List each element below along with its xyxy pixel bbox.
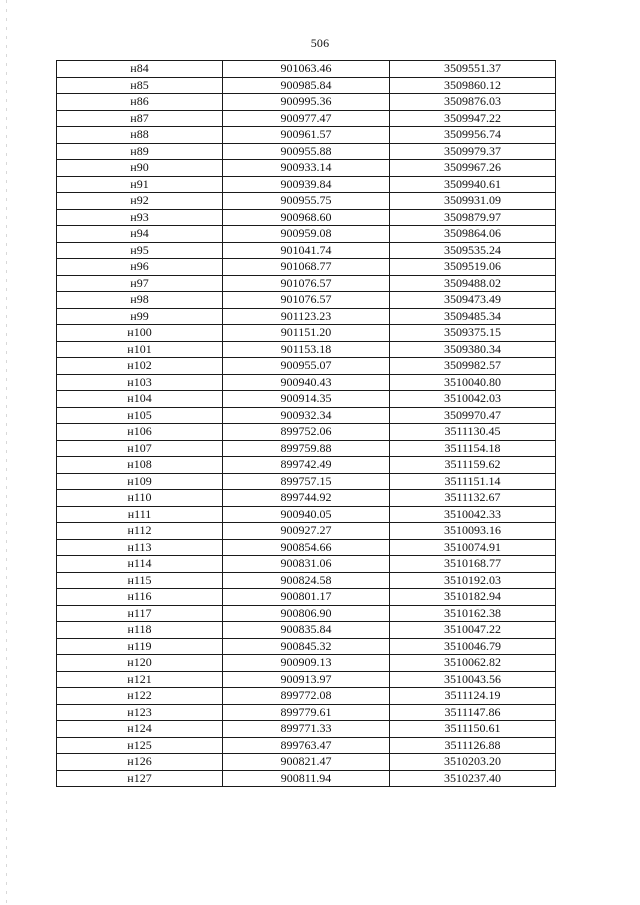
x-coordinate-cell: 900909.13 <box>223 655 390 672</box>
point-name-cell: н107 <box>57 440 223 457</box>
y-coordinate-cell: 3511147.86 <box>390 704 556 721</box>
x-coordinate-cell: 900831.06 <box>223 556 390 573</box>
x-coordinate-cell: 900811.94 <box>223 770 390 787</box>
x-coordinate-cell: 901076.57 <box>223 275 390 292</box>
point-name-cell: н98 <box>57 292 223 309</box>
y-coordinate-cell: 3509931.09 <box>390 193 556 210</box>
x-coordinate-cell: 900985.84 <box>223 77 390 94</box>
x-coordinate-cell: 900806.90 <box>223 605 390 622</box>
table-row <box>57 391 556 408</box>
table-row <box>57 242 556 259</box>
x-coordinate-cell: 899779.61 <box>223 704 390 721</box>
point-name-cell: н90 <box>57 160 223 177</box>
y-coordinate-cell: 3509956.74 <box>390 127 556 144</box>
y-coordinate-cell: 3511124.19 <box>390 688 556 705</box>
point-name-cell: н94 <box>57 226 223 243</box>
y-coordinate-cell: 3510062.82 <box>390 655 556 672</box>
table-row <box>57 160 556 177</box>
point-name-cell: н108 <box>57 457 223 474</box>
x-coordinate-cell: 900995.36 <box>223 94 390 111</box>
point-name-cell: н111 <box>57 506 223 523</box>
table-row <box>57 209 556 226</box>
table-row <box>57 638 556 655</box>
y-coordinate-cell: 3509876.03 <box>390 94 556 111</box>
coordinates-table <box>56 60 556 787</box>
point-name-cell: н97 <box>57 275 223 292</box>
x-coordinate-cell: 900835.84 <box>223 622 390 639</box>
point-name-cell: н95 <box>57 242 223 259</box>
table-row <box>57 226 556 243</box>
table-row <box>57 127 556 144</box>
x-coordinate-cell: 900914.35 <box>223 391 390 408</box>
x-coordinate-cell: 899752.06 <box>223 424 390 441</box>
x-coordinate-cell: 899763.47 <box>223 737 390 754</box>
y-coordinate-cell: 3511150.61 <box>390 721 556 738</box>
table-row <box>57 770 556 787</box>
y-coordinate-cell: 3510043.56 <box>390 671 556 688</box>
x-coordinate-cell: 900913.97 <box>223 671 390 688</box>
x-coordinate-cell: 900977.47 <box>223 110 390 127</box>
table-row <box>57 704 556 721</box>
table-row <box>57 655 556 672</box>
point-name-cell: н85 <box>57 77 223 94</box>
y-coordinate-cell: 3510237.40 <box>390 770 556 787</box>
table-row <box>57 754 556 771</box>
y-coordinate-cell: 3511126.88 <box>390 737 556 754</box>
point-name-cell: н125 <box>57 737 223 754</box>
table-row <box>57 94 556 111</box>
point-name-cell: н96 <box>57 259 223 276</box>
table-row <box>57 737 556 754</box>
point-name-cell: н100 <box>57 325 223 342</box>
x-coordinate-cell: 900939.84 <box>223 176 390 193</box>
point-name-cell: н87 <box>57 110 223 127</box>
point-name-cell: н105 <box>57 407 223 424</box>
x-coordinate-cell: 899771.33 <box>223 721 390 738</box>
table-row <box>57 176 556 193</box>
table-row <box>57 275 556 292</box>
x-coordinate-cell: 901153.18 <box>223 341 390 358</box>
y-coordinate-cell: 3509982.57 <box>390 358 556 375</box>
point-name-cell: н91 <box>57 176 223 193</box>
y-coordinate-cell: 3510042.03 <box>390 391 556 408</box>
x-coordinate-cell: 900854.66 <box>223 539 390 556</box>
table-row <box>57 473 556 490</box>
point-name-cell: н92 <box>57 193 223 210</box>
x-coordinate-cell: 900955.88 <box>223 143 390 160</box>
y-coordinate-cell: 3510093.16 <box>390 523 556 540</box>
point-name-cell: н119 <box>57 638 223 655</box>
y-coordinate-cell: 3509879.97 <box>390 209 556 226</box>
point-name-cell: н123 <box>57 704 223 721</box>
y-coordinate-cell: 3511154.18 <box>390 440 556 457</box>
y-coordinate-cell: 3510203.20 <box>390 754 556 771</box>
table-row <box>57 622 556 639</box>
y-coordinate-cell: 3509979.37 <box>390 143 556 160</box>
x-coordinate-cell: 901151.20 <box>223 325 390 342</box>
y-coordinate-cell: 3510040.80 <box>390 374 556 391</box>
point-name-cell: н88 <box>57 127 223 144</box>
point-name-cell: н89 <box>57 143 223 160</box>
point-name-cell: н101 <box>57 341 223 358</box>
x-coordinate-cell: 901076.57 <box>223 292 390 309</box>
point-name-cell: н106 <box>57 424 223 441</box>
point-name-cell: н86 <box>57 94 223 111</box>
x-coordinate-cell: 900940.05 <box>223 506 390 523</box>
table-row <box>57 110 556 127</box>
y-coordinate-cell: 3509485.34 <box>390 308 556 325</box>
x-coordinate-cell: 899757.15 <box>223 473 390 490</box>
table-row <box>57 292 556 309</box>
x-coordinate-cell: 900955.75 <box>223 193 390 210</box>
point-name-cell: н115 <box>57 572 223 589</box>
x-coordinate-cell: 900968.60 <box>223 209 390 226</box>
x-coordinate-cell: 900940.43 <box>223 374 390 391</box>
y-coordinate-cell: 3509535.24 <box>390 242 556 259</box>
y-coordinate-cell: 3509967.26 <box>390 160 556 177</box>
point-name-cell: н113 <box>57 539 223 556</box>
table-row <box>57 457 556 474</box>
x-coordinate-cell: 899759.88 <box>223 440 390 457</box>
table-row <box>57 143 556 160</box>
x-coordinate-cell: 900845.32 <box>223 638 390 655</box>
point-name-cell: н122 <box>57 688 223 705</box>
y-coordinate-cell: 3510042.33 <box>390 506 556 523</box>
x-coordinate-cell: 900927.27 <box>223 523 390 540</box>
point-name-cell: н109 <box>57 473 223 490</box>
table-row <box>57 341 556 358</box>
point-name-cell: н116 <box>57 589 223 606</box>
point-name-cell: н127 <box>57 770 223 787</box>
table-row <box>57 523 556 540</box>
x-coordinate-cell: 900801.17 <box>223 589 390 606</box>
table-row <box>57 374 556 391</box>
table-row <box>57 325 556 342</box>
y-coordinate-cell: 3509519.06 <box>390 259 556 276</box>
x-coordinate-cell: 900824.58 <box>223 572 390 589</box>
point-name-cell: н103 <box>57 374 223 391</box>
y-coordinate-cell: 3509380.34 <box>390 341 556 358</box>
point-name-cell: н126 <box>57 754 223 771</box>
point-name-cell: н104 <box>57 391 223 408</box>
table-row <box>57 721 556 738</box>
table-row <box>57 77 556 94</box>
y-coordinate-cell: 3509551.37 <box>390 61 556 78</box>
table-row <box>57 424 556 441</box>
x-coordinate-cell: 899772.08 <box>223 688 390 705</box>
table-row <box>57 572 556 589</box>
y-coordinate-cell: 3510046.79 <box>390 638 556 655</box>
x-coordinate-cell: 900932.34 <box>223 407 390 424</box>
point-name-cell: н117 <box>57 605 223 622</box>
y-coordinate-cell: 3509860.12 <box>390 77 556 94</box>
coordinates-table-body <box>57 61 556 787</box>
table-row <box>57 440 556 457</box>
x-coordinate-cell: 900933.14 <box>223 160 390 177</box>
y-coordinate-cell: 3509940.61 <box>390 176 556 193</box>
y-coordinate-cell: 3511151.14 <box>390 473 556 490</box>
table-row <box>57 605 556 622</box>
y-coordinate-cell: 3509864.06 <box>390 226 556 243</box>
point-name-cell: н121 <box>57 671 223 688</box>
y-coordinate-cell: 3511130.45 <box>390 424 556 441</box>
x-coordinate-cell: 899742.49 <box>223 457 390 474</box>
page-number: 506 <box>310 36 330 50</box>
x-coordinate-cell: 901068.77 <box>223 259 390 276</box>
table-row <box>57 308 556 325</box>
table-row <box>57 407 556 424</box>
point-name-cell: н120 <box>57 655 223 672</box>
x-coordinate-cell: 899744.92 <box>223 490 390 507</box>
y-coordinate-cell: 3511132.67 <box>390 490 556 507</box>
table-row <box>57 61 556 78</box>
x-coordinate-cell: 900959.08 <box>223 226 390 243</box>
y-coordinate-cell: 3509375.15 <box>390 325 556 342</box>
point-name-cell: н93 <box>57 209 223 226</box>
x-coordinate-cell: 900821.47 <box>223 754 390 771</box>
table-row <box>57 671 556 688</box>
y-coordinate-cell: 3510192.03 <box>390 572 556 589</box>
point-name-cell: н110 <box>57 490 223 507</box>
table-row <box>57 506 556 523</box>
table-row <box>57 589 556 606</box>
y-coordinate-cell: 3510168.77 <box>390 556 556 573</box>
y-coordinate-cell: 3510047.22 <box>390 622 556 639</box>
point-name-cell: н112 <box>57 523 223 540</box>
scan-edge-artifact <box>6 0 7 905</box>
point-name-cell: н99 <box>57 308 223 325</box>
y-coordinate-cell: 3509947.22 <box>390 110 556 127</box>
table-row <box>57 490 556 507</box>
y-coordinate-cell: 3510182.94 <box>390 589 556 606</box>
point-name-cell: н124 <box>57 721 223 738</box>
y-coordinate-cell: 3509970.47 <box>390 407 556 424</box>
point-name-cell: н114 <box>57 556 223 573</box>
table-row <box>57 358 556 375</box>
x-coordinate-cell: 900961.57 <box>223 127 390 144</box>
x-coordinate-cell: 901063.46 <box>223 61 390 78</box>
point-name-cell: н84 <box>57 61 223 78</box>
x-coordinate-cell: 901123.23 <box>223 308 390 325</box>
y-coordinate-cell: 3509473.49 <box>390 292 556 309</box>
y-coordinate-cell: 3511159.62 <box>390 457 556 474</box>
y-coordinate-cell: 3509488.02 <box>390 275 556 292</box>
y-coordinate-cell: 3510074.91 <box>390 539 556 556</box>
table-row <box>57 259 556 276</box>
point-name-cell: н102 <box>57 358 223 375</box>
x-coordinate-cell: 900955.07 <box>223 358 390 375</box>
table-row <box>57 688 556 705</box>
y-coordinate-cell: 3510162.38 <box>390 605 556 622</box>
table-row <box>57 556 556 573</box>
table-row <box>57 193 556 210</box>
x-coordinate-cell: 901041.74 <box>223 242 390 259</box>
point-name-cell: н118 <box>57 622 223 639</box>
table-row <box>57 539 556 556</box>
